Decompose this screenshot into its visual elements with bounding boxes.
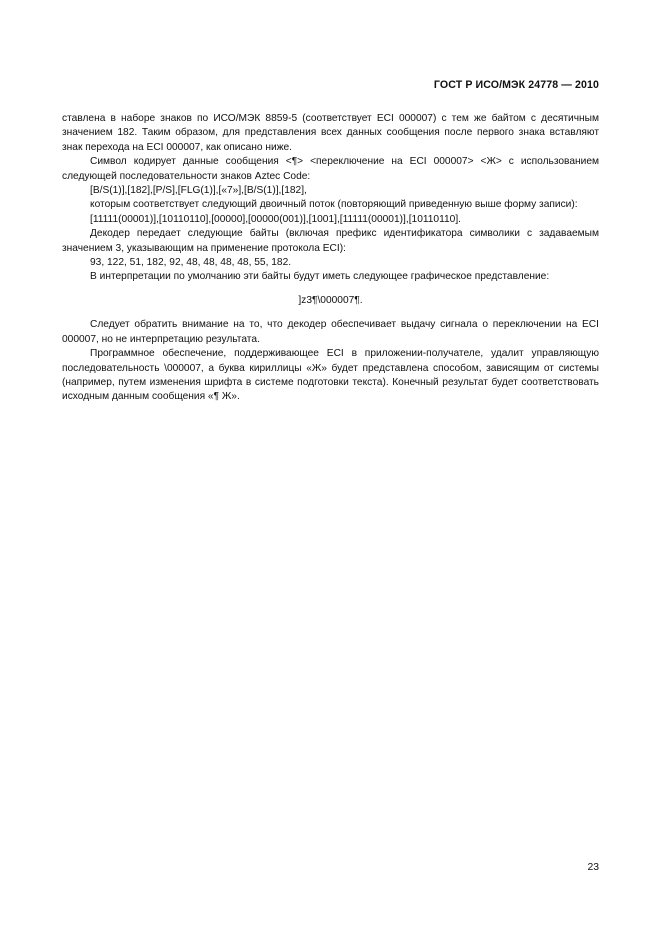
document-header: ГОСТ Р ИСО/МЭК 24778 — 2010 [433,79,599,91]
paragraph-continued: ставлена в наборе знаков по ИСО/МЭК 8859-5 (соответствует ECI 000007) с тем же байтом с десятичным значением 182. Таким образом, для представления всех данных сообщения после первого знака вставляют знак перехода на ECI 000007, как описано ниже. [62,113,599,153]
paragraph-symbol-encoding: Символ кодирует данные сообщения <¶> <переключение на ECI 000007> <Ж> с использованием следующей последовательности знаков Aztec Code: [62,156,599,182]
page-number: 23 [587,862,599,873]
document-body [62,112,599,405]
aztec-codeword-sequence: [B/S(1)],[182],[P/S],[FLG(1)],[«7»],[B/S(1)],[182], [90,185,307,197]
paragraph-binary-stream: которым соответствует следующий двоичный поток (повторяющий приведенную выше форму записи): [90,199,578,211]
paragraph-note-decoder: Следует обратить внимание на то, что декодер обеспечивает выдачу сигнала о переключении на ECI 000007, но не интерпретацию результата. [62,319,599,345]
paragraph-decoder-output: Декодер передает следующие байты (включая префикс идентификатора символики с задаваемым значением 3, указывающим на применение протокола ECI): [62,228,599,254]
decoded-bytes: 93, 122, 51, 182, 92, 48, 48, 48, 48, 55, 182. [90,257,292,269]
binary-stream-sequence: [11111(00001)],[10110110],[00000],[00000(001)],[1001],[11111(00001)],[10110110]. [90,213,461,225]
paragraph-software-eci: Программное обеспечение, поддерживающее ECI в приложении-получателе, удалит управляющую последовательность \000007, а буква кириллицы «Ж» будет представлена способом, зависящим от системы (например, путем изменения шрифта в системе подготовки текста). Конечный результат будет соответствовать исходным данным сообщения «¶ Ж». [62,348,599,403]
paragraph-default-interpretation: В интерпретации по умолчанию эти байты будут иметь следующее графическое представление: [90,271,550,283]
graphic-representation: ]z3¶\000007¶. [298,294,363,306]
